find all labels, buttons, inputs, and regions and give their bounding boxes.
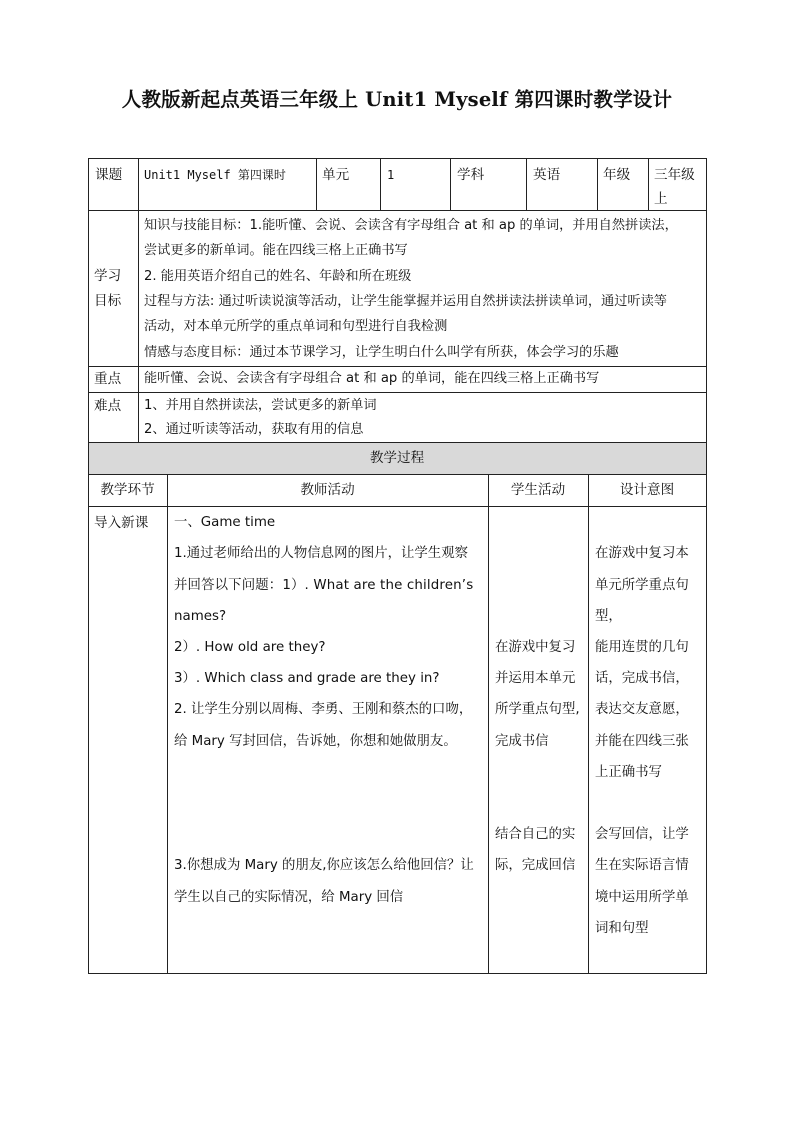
col-header-student: 学生活动 bbox=[510, 482, 566, 498]
intent-line: 并能在四线三张 bbox=[595, 734, 689, 749]
subject-value: 英语 bbox=[533, 167, 561, 183]
intent-line: 能用连贯的几句 bbox=[595, 640, 689, 655]
intent-line: 型， bbox=[595, 609, 622, 624]
objectives-line: 活动，对本单元所学的重点单词和句型进行自我检测 bbox=[144, 319, 448, 334]
col-header-stage: 教学环节 bbox=[100, 482, 155, 498]
intent-line: 在游戏中复习本 bbox=[595, 546, 689, 561]
intent-line: 上正确书写 bbox=[595, 765, 662, 780]
student-activity-line: 在游戏中复习 bbox=[495, 640, 576, 655]
teacher-activity-line: 1.通过老师给出的人物信息网的图片，让学生观察 bbox=[174, 546, 468, 561]
intent-line: 生在实际语言情 bbox=[595, 858, 689, 873]
teacher-activity-line: 3.你想成为 Mary 的朋友,你应该怎么给他回信？让 bbox=[174, 858, 474, 873]
intent-line: 表达交友意愿， bbox=[595, 702, 689, 717]
grade-value-line1: 三年级 bbox=[654, 167, 695, 183]
teacher-activity-line: 3）. Which class and grade are they in? bbox=[174, 671, 440, 686]
teacher-activity-line: 学生以自己的实际情况，给 Mary 回信 bbox=[174, 890, 404, 905]
difficulties-label: 难点 bbox=[94, 398, 122, 414]
grade-value-line2: 上 bbox=[654, 191, 668, 207]
intent-line: 单元所学重点句 bbox=[595, 578, 689, 593]
student-activity-line: 所学重点句型, bbox=[495, 702, 580, 717]
objectives-line: 过程与方法: 通过听读说演等活动，让学生能掌握并运用自然拼读法拼读单词，通过听读等 bbox=[144, 294, 667, 309]
intent-line: 词和句型 bbox=[595, 921, 649, 936]
col-header-teacher: 教师活动 bbox=[300, 482, 355, 498]
objectives-line: 尝试更多的新单词。能在四线三格上正确书写 bbox=[144, 243, 408, 258]
student-activity-line: 并运用本单元 bbox=[495, 671, 576, 686]
teacher-activity-line: 给 Mary 写封回信，告诉她，你想和她做朋友。 bbox=[174, 734, 457, 749]
col-header-intent: 设计意图 bbox=[619, 482, 675, 498]
stage-name: 导入新课 bbox=[94, 515, 149, 531]
objectives-line: 2. 能用英语介绍自己的姓名、年龄和所在班级 bbox=[144, 269, 412, 284]
teacher-activity-line: 2）. How old are they? bbox=[174, 640, 326, 655]
intent-line: 话，完成书信， bbox=[595, 671, 689, 686]
objectives-line: 知识与技能目标：1.能听懂、会说、会读含有字母组合 at 和 ap 的单词，并用自然拼读法， bbox=[144, 218, 678, 233]
teacher-activity-line: names? bbox=[174, 609, 227, 624]
objectives-line: 情感与态度目标：通过本节课学习，让学生明白什么叫学有所获，体会学习的乐趣 bbox=[144, 345, 619, 360]
key-points-text: 能听懂、会说、会读含有字母组合 at 和 ap 的单词，能在四线三格上正确书写 bbox=[144, 371, 600, 386]
unit-label: 单元 bbox=[322, 167, 350, 183]
difficulty-line: 2、通过听读等活动，获取有用的信息 bbox=[144, 422, 364, 437]
student-activity-line: 结合自己的实 bbox=[495, 827, 576, 842]
document-title: 人教版新起点英语三年级上 Unit1 Myself 第四课时教学设计 bbox=[121, 88, 673, 111]
teacher-activity-line: 并回答以下问题：1）. What are the children’s bbox=[174, 578, 474, 593]
student-activity-line: 完成书信 bbox=[495, 734, 549, 749]
process-heading: 教学过程 bbox=[369, 450, 425, 466]
key-points-label: 重点 bbox=[94, 371, 122, 387]
teacher-activity-line: 2. 让学生分别以周梅、李勇、王刚和蔡杰的口吻， bbox=[174, 702, 473, 717]
intent-line: 境中运用所学单 bbox=[595, 890, 689, 905]
topic-value: Unit1 Myself 第四课时 bbox=[144, 168, 286, 182]
student-activity-line: 际，完成回信 bbox=[495, 858, 576, 873]
objectives-label-1: 学习 bbox=[94, 268, 122, 284]
topic-label: 课题 bbox=[95, 167, 123, 183]
intent-line: 会写回信，让学 bbox=[595, 827, 689, 842]
grade-label: 年级 bbox=[603, 167, 631, 183]
teacher-activity-line: 一、Game time bbox=[174, 515, 276, 530]
difficulty-line: 1、并用自然拼读法，尝试更多的新单词 bbox=[144, 398, 377, 413]
subject-label: 学科 bbox=[457, 167, 485, 183]
unit-value: 1 bbox=[387, 168, 395, 182]
objectives-label-2: 目标 bbox=[94, 293, 122, 309]
